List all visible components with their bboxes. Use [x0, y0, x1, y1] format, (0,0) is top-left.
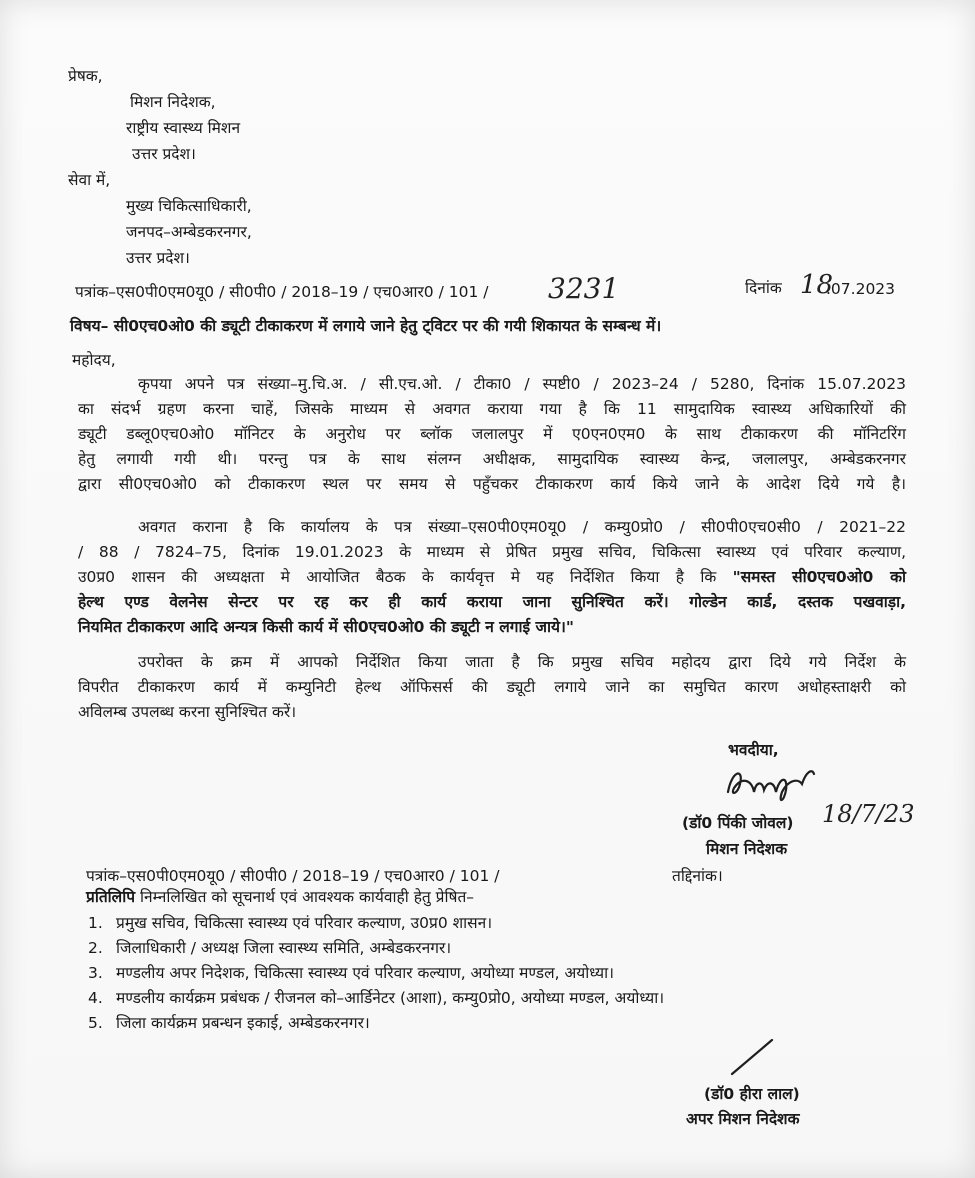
para1-line-1: कृपया अपने पत्र संख्या–मु.चि.अ. / सी.एच.ओ. / टीका0 / स्पष्टी0 / 2023–24 / 5280, दिनांक 15.07.2023 — [138, 375, 906, 393]
signature — [722, 762, 832, 812]
list-item-text: प्रमुख सचिव, चिकित्सा स्वास्थ्य एवं परिवार कल्याण, उ0प्र0 शासन। — [116, 914, 493, 932]
list-item-number: 3. — [88, 964, 103, 982]
second-signatory-name: (डॉ0 हीरा लाल) — [704, 1085, 800, 1103]
date-label: दिनांक — [745, 279, 782, 297]
para2-line-5: नियमित टीकाकरण आदि अन्यत्र किसी कार्य में सी0एच0ओ0 की ड्यूटी न लगाई जाये।" — [78, 618, 574, 636]
list-item-number: 2. — [88, 939, 103, 957]
list-item-number: 4. — [88, 989, 103, 1007]
para3-line-2: विपरीत टीकाकरण कार्य में कम्युनिटी हेल्थ ऑफिसर्स की ड्यूटी लगाये जाने का समुचित कारण अधोहस्ताक्षरी को — [78, 678, 906, 696]
signatory-designation: मिशन निदेशक — [706, 840, 788, 858]
sender-label: प्रेषक, — [68, 67, 103, 85]
subject-line: विषय– सी0एच0ओ0 की ड्यूटी टीकाकरण में लगाये जाने हेतु ट्विटर पर की गयी शिकायत के सम्बन्ध में। — [70, 317, 662, 335]
reference-number: पत्रांक–एस0पी0एम0यू0 / सी0पी0 / 2018–19 / एच0आर0 / 101 / — [75, 283, 489, 301]
recipient-line-1: मुख्य चिकित्साधिकारी, — [126, 197, 252, 215]
second-signatory-designation: अपर मिशन निदेशक — [686, 1110, 800, 1128]
para2-bold-quote-start: "समस्त सी0एच0ओ0 को — [732, 568, 906, 586]
handwritten-date-day: 18 — [800, 270, 834, 300]
list-item — [88, 986, 848, 1011]
paragraph-2 — [78, 515, 906, 640]
copy-intro-label: प्रतिलिपि — [86, 888, 136, 906]
copy-intro-text: निम्नलिखित को सूचनार्थ एवं आवश्यक कार्यवाही हेतु प्रेषित– — [139, 888, 475, 906]
recipient-label: सेवा में, — [68, 171, 111, 189]
list-item-text: मण्डलीय कार्यक्रम प्रबंधक / रीजनल को–आर्डिनेटर (आशा), कम्यु0प्रो0, अयोध्या मण्डल, अयोध्या। — [116, 989, 665, 1007]
list-item-text: मण्डलीय अपर निदेशक, चिकित्सा स्वास्थ्य एवं परिवार कल्याण, अयोध्या मण्डल, अयोध्या। — [116, 964, 615, 982]
paragraph-1 — [78, 372, 906, 497]
salutation: महोदय, — [72, 351, 116, 369]
para1-line-2: का संदर्भ ग्रहण करना चाहें, जिसके माध्यम से अवगत कराया गया है कि 11 सामुदायिक स्वास्थ्य अधिकारियों की — [78, 400, 906, 418]
para1-line-5: द्वारा सी0एच0ओ0 को टीकाकरण स्थल पर समय से पहुँचकर टीकाकरण कार्य किये जाने के आदेश दिये गये है। — [78, 475, 906, 493]
valediction: भवदीया, — [728, 741, 779, 759]
para1-line-4: हेतु लगायी गयी थी। परन्तु पत्र के साथ संलग्न अधीक्षक, सामुदायिक स्वास्थ्य केन्द्र, जलालपुर, अम्बेडकरनगर — [78, 450, 906, 468]
handwritten-letter-number: 3231 — [548, 272, 620, 305]
sender-line-1: मिशन निदेशक, — [130, 93, 216, 111]
recipient-line-3: उत्तर प्रदेश। — [126, 249, 190, 267]
list-item-text: जिलाधिकारी / अध्यक्ष जिला स्वास्थ्य समिति, अम्बेडकरनगर। — [116, 939, 452, 957]
para2-line-3 — [78, 565, 906, 590]
para1-line-3: ड्यूटी डब्लू0एच0ओ0 मॉनिटर के अनुरोध पर ब्लॉक जलालपुर में ए0एन0एम0 के साथ टीकाकरण की मॉनिटरिंग — [78, 425, 906, 443]
list-item — [88, 961, 848, 986]
date-printed: .07.2023 — [826, 280, 896, 298]
list-item-number: 1. — [88, 914, 103, 932]
list-item-text: जिला कार्यक्रम प्रबन्धन इकाई, अम्बेडकरनगर। — [116, 1014, 370, 1032]
para2-line-3-text: उ0प्र0 शासन की अध्यक्षता मे आयोजित बैठक के कार्यवृत्त मे यह निर्देशित किया है कि — [78, 568, 717, 586]
sender-line-2: राष्ट्रीय स्वास्थ्य मिशन — [126, 119, 241, 137]
list-item — [88, 1011, 848, 1036]
list-item — [88, 936, 848, 961]
para2-line-4: हेल्थ एण्ड वेलनेस सेन्टर पर रह कर ही कार्य कराया जाना सुनिश्चित करें। गोल्डेन कार्ड, दस्तक पखवाड़ा, — [78, 593, 906, 611]
para3-line-1: उपरोक्त के क्रम में आपको निर्देशित किया जाता है कि प्रमुख सचिव महोदय द्वारा दिये गये निर्देश के — [138, 653, 906, 671]
signatory-name: (डॉ0 पिंकी जोवल) — [682, 814, 794, 832]
list-item-number: 5. — [88, 1014, 103, 1032]
initial-stroke-icon — [728, 1036, 778, 1078]
para3-line-3: अविलम्ब उपलब्ध करना सुनिश्चित करें। — [78, 703, 297, 721]
para2-line-1: अवगत कराना है कि कार्यालय के पत्र संख्या–एस0पी0एम0यू0 / कम्यु0प्रो0 / सी0पी0एच0सी0 / 2021–22 — [138, 518, 906, 536]
list-item — [88, 911, 848, 936]
signature-scrawl-icon — [722, 762, 832, 808]
recipient-line-2: जनपद–अम्बेडकरनगर, — [126, 223, 252, 241]
signature-handwritten-date: 18/7/23 — [822, 800, 915, 828]
para2-line-2: / 88 / 7824–75, दिनांक 19.01.2023 के माध्यम से प्रेषित प्रमुख सचिव, चिकित्सा स्वास्थ्य एवं परिवार कल्याण, — [78, 543, 906, 561]
sender-line-3: उत्तर प्रदेश। — [132, 145, 196, 163]
copy-reference-date: तद्दिनांक। — [672, 867, 723, 885]
copy-intro — [86, 887, 474, 907]
copy-list — [88, 911, 848, 1036]
paragraph-3 — [78, 650, 906, 725]
copy-reference-number: पत्रांक–एस0पी0एम0यू0 / सी0पी0 / 2018–19 / एच0आर0 / 101 / — [86, 867, 500, 885]
